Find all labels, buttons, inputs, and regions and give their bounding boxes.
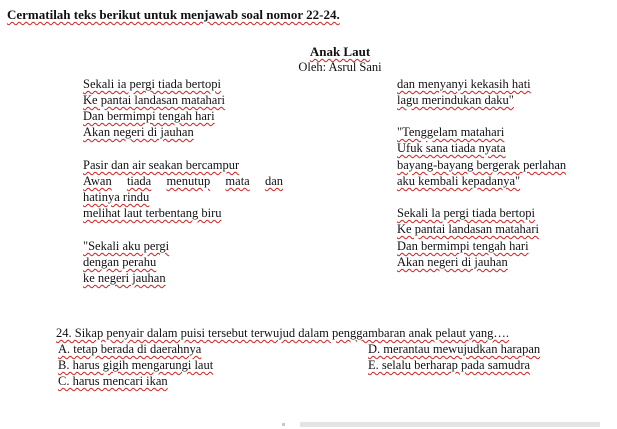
instruction-heading: Cermatilah teks berikut untuk menjawab soal nomor 22-24. (7, 7, 340, 22)
poem-line: "Tenggelam matahari (397, 125, 505, 139)
poem-line: Ufuk sana tiada nyata (397, 141, 506, 155)
poem-line: Dan bermimpi tengah hari (83, 109, 215, 123)
poem-line: Sekali la pergi tiada bertopi (397, 206, 535, 220)
answer-option-d[interactable]: D. merantau mewujudkan harapan (368, 342, 541, 356)
poem-line: Ke pantai landasan matahari (83, 93, 225, 107)
poem-line: Dan bermimpi tengah hari (397, 239, 529, 253)
poem-line: dengan perahu (83, 255, 157, 269)
poem-line: aku kembali kepadanya" (397, 174, 521, 188)
poem-line: Pasir dan air seakan bercampur (83, 158, 240, 172)
answer-option-e[interactable]: E. selalu berharap pada samudra (368, 358, 531, 372)
poem-line: Sekali ia pergi tiada bertopi (83, 77, 221, 91)
scroll-marker (282, 423, 285, 426)
poem-line: Akan negeri di jauhan (397, 255, 508, 269)
answer-option-a[interactable]: A. tetap berada di daerahnya (58, 342, 202, 356)
poem-line: hatinya rindu (83, 190, 150, 204)
poem-line: Akan negeri di jauhan (83, 125, 194, 139)
poem-line: Ke pantai landasan matahari (397, 222, 539, 236)
poem-line: ke negeri jauhan (83, 271, 166, 285)
poem-line: "Sekali aku pergi (83, 239, 170, 253)
poem-line: bayang-bayang bergerak perlahan (397, 158, 567, 172)
question-text: 24. Sikap penyair dalam puisi tersebut terwujud dalam penggambaran anak pelaut yang…. (56, 326, 509, 340)
poem-line: lagu merindukan daku" (397, 93, 514, 107)
answer-option-c[interactable]: C. harus mencari ikan (58, 374, 168, 388)
poem-line: Awan tiada menutup mata dan (83, 174, 283, 188)
poem-author: Oleh: Asrul Sani (298, 60, 382, 74)
horizontal-scrollbar[interactable] (300, 422, 600, 427)
poem-line: dan menyanyi kekasih hati (397, 77, 531, 91)
answer-option-b[interactable]: B. harus gigih mengarungi laut (58, 358, 214, 372)
poem-title: Anak Laut (309, 44, 371, 59)
poem-line: melihat laut terbentang biru (83, 206, 222, 220)
